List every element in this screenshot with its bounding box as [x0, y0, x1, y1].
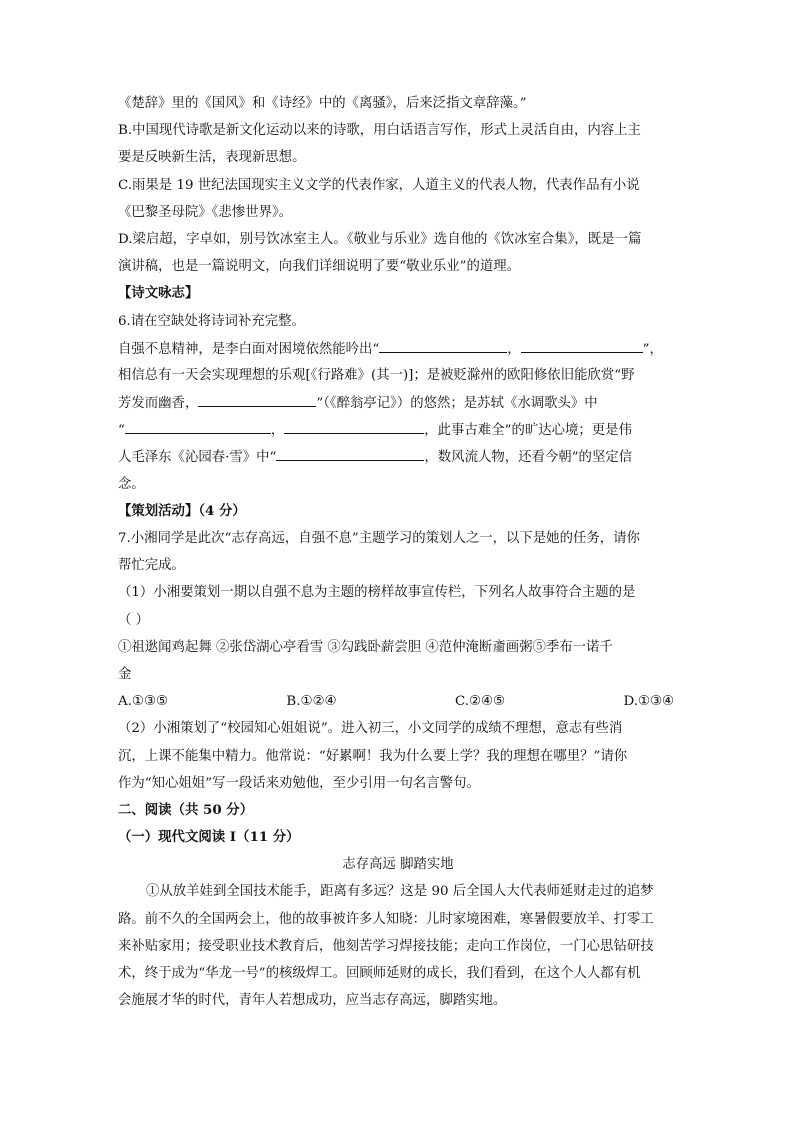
q6-line-1 — [118, 335, 678, 362]
q5-option-d-cont: 演讲稿，也是一篇说明文，向我们详细说明了要“敬业乐业”的道理。 — [118, 259, 521, 275]
option-c[interactable]: C.②④⑤ — [454, 694, 505, 710]
q6-text: 人毛泽东《沁园春·雪》中“ — [118, 450, 277, 466]
q6-text: “ — [118, 423, 125, 439]
answer-blank[interactable] — [276, 443, 424, 461]
paragraph-1: ①从放羊娃到全国技术能手，距离有多远？这是 90 后全国人大代表师延财走过的追梦 — [146, 884, 654, 900]
answer-blank[interactable] — [198, 389, 316, 407]
question-7: 7.小湘同学是此次“志存高远，自强不息”主题学习的策划人之一，以下是她的任务，请你 — [118, 531, 640, 546]
q6-text: ，数风流人物，还看今朝”的坚定信 — [424, 450, 633, 466]
option-a[interactable]: A.①③⑤ — [118, 694, 168, 710]
q5-option-a-tail: 《楚辞》里的《国风》和《诗经》中的《离骚》，后来泛指文章辞藻。” — [118, 96, 527, 111]
q6-line-2: 相信总有一天会实现理想的乐观[《行路难》(其一)]；是被贬滁州的欧阳修依旧能欣赏“野 — [118, 367, 635, 383]
part-2-heading: 二、阅读（共 50 分） — [118, 801, 254, 818]
article-title: 志存高远 脚踏实地 — [342, 857, 454, 873]
q7-sub-2: （2）小湘策划了“校园知心姐姐说”。进入初三，小文同学的成绩不理想，意志有些消 — [118, 721, 623, 737]
paragraph-1-cont: 来补贴家用；接受职业技术教育后，他刻苦学习焊接技能；走向工作岗位，一门心思钻研技 — [118, 938, 654, 954]
paragraph-1-cont: 术，终于成为“华龙一号”的核级焊工。回顾师延财的成长，我们看到，在这个人人都有机 — [118, 966, 641, 981]
section-heading-poem: 【诗文咏志】 — [118, 285, 199, 302]
q6-line-4 — [118, 416, 678, 443]
q6-text: ， — [507, 341, 521, 357]
q5-option-c-cont: 《巴黎圣母院》《悲惨世界》。 — [118, 204, 293, 220]
q7-items-cont: 金 — [118, 666, 132, 682]
option-d[interactable]: D.①③④ — [623, 694, 674, 710]
q6-text: ”（《醉翁亭记》）的悠然；是苏轼《水调歌头》中 — [316, 396, 598, 412]
q6-text: 自强不息精神，是李白面对困境依然能吟出“ — [118, 341, 380, 357]
q5-option-d: D.梁启超，字卓如，别号饮冰室主人。《敬业与乐业》选自他的《饮冰室合集》，既是一篇 — [118, 231, 642, 247]
q5-option-b: B.中国现代诗歌是新文化运动以来的诗歌，用白话语言写作，形式上灵活自由，内容上主 — [118, 123, 641, 139]
q6-line-6: 念。 — [118, 476, 145, 492]
answer-blank[interactable] — [125, 416, 271, 434]
q7-sub-1: （1）小湘要策划一期以自强不息为主题的榜样故事宣传栏，下列名人故事符合主题的是 — [118, 585, 636, 601]
q6-line-5 — [118, 443, 678, 470]
option-b[interactable]: B.①②④ — [286, 694, 337, 710]
paragraph-1-cont: 会施展才华的时代，青年人若想成功，应当志存高远，脚踏实地。 — [118, 993, 507, 1009]
answer-blank[interactable] — [284, 416, 424, 434]
q7-sub-2-cont: 作为“知心姐姐”写一段话来劝勉他，至少引用一句名言警句。 — [118, 775, 480, 791]
q7-items: ①祖逖闻鸡起舞 ②张岱湖心亭看雪 ③勾践卧薪尝胆 ④范仲淹断齑画粥⑤季布一诺千 — [118, 639, 613, 655]
question-7-cont: 帮忙完成。 — [118, 558, 185, 574]
q5-option-b-cont: 要是反映新生活，表现新思想。 — [118, 150, 306, 166]
q6-line-3 — [118, 389, 678, 416]
q6-text: ，此事古难全”的旷达心境；更是伟 — [424, 423, 632, 439]
q6-text: ”， — [642, 341, 663, 357]
section-heading-plan: 【策划活动】（4 分） — [118, 502, 246, 519]
q7-sub-2-cont: 沉，上课不能集中精力。他常说：“好累啊！我为什么要上学？我的理想在哪里？”请你 — [118, 748, 628, 764]
q7-options — [118, 688, 678, 715]
paragraph-1-cont: 路。前不久的全国两会上，他的故事被许多人知晓：儿时家境困难，寒暑假要放羊、打零工 — [118, 911, 654, 927]
document-page — [118, 90, 678, 1014]
q5-option-c: C.雨果是 19 世纪法国现实主义文学的代表作家，人道主义的代表人物，代表作品有小说 — [118, 177, 640, 193]
answer-blank[interactable] — [521, 335, 643, 353]
question-6: 6.请在空缺处将诗词补充完整。 — [118, 313, 305, 329]
subsection-heading: （一）现代文阅读 I（11 分） — [118, 829, 300, 846]
q7-answer-paren[interactable]: （ ） — [118, 612, 150, 628]
answer-blank[interactable] — [379, 335, 507, 353]
q6-text: ， — [270, 423, 285, 439]
q6-text: 芳发而幽香， — [118, 396, 199, 412]
